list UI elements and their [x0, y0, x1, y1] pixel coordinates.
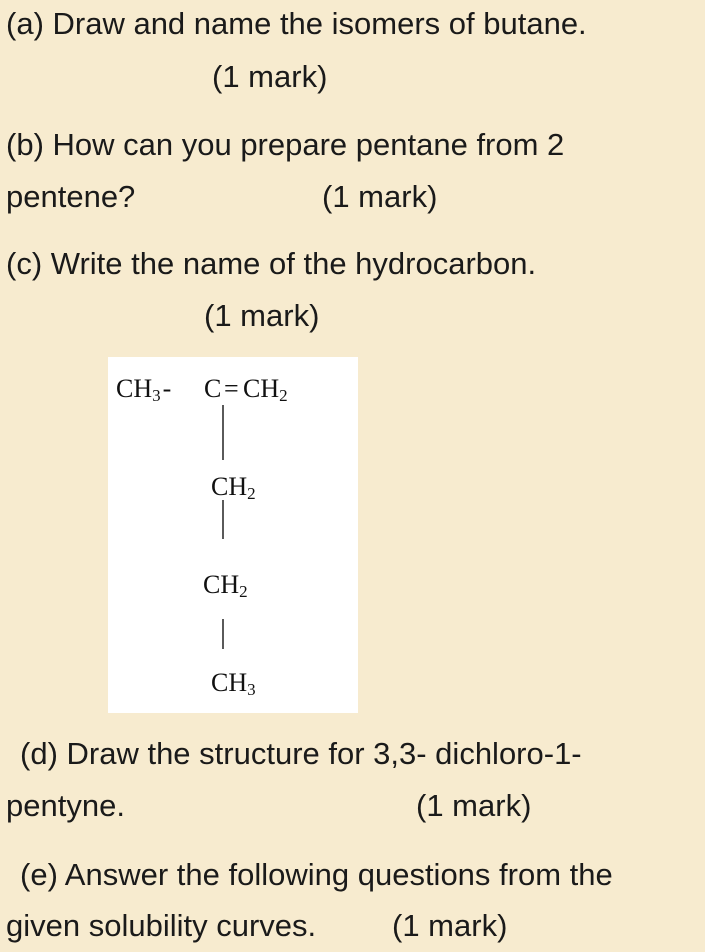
formula-ch3-top: CH3-	[116, 374, 172, 405]
question-e-mark: (1 mark)	[392, 908, 508, 943]
structural-formula	[108, 357, 358, 713]
formula-ch2-second: CH2	[203, 570, 248, 601]
formula-ch2-terminal: CH2	[243, 374, 288, 405]
question-c-mark: (1 mark)	[204, 298, 320, 333]
formula-carbon: C	[204, 374, 222, 403]
formula-ch3-bottom: CH3	[211, 668, 256, 699]
question-b-mark: (1 mark)	[322, 179, 438, 214]
question-e-line2: given solubility curves.	[6, 908, 317, 943]
question-d-line2: pentyne.	[6, 788, 125, 823]
question-e-line1: (e) Answer the following questions from the	[20, 857, 613, 892]
formula-double-bond: =	[224, 374, 239, 403]
formula-ch2-first: CH2	[211, 472, 256, 503]
question-a-mark: (1 mark)	[212, 59, 328, 94]
question-b-line2: pentene?	[6, 179, 136, 214]
question-d-mark: (1 mark)	[416, 788, 532, 823]
question-d-line1: (d) Draw the structure for 3,3- dichloro-1-	[20, 736, 582, 771]
question-c-text: (c) Write the name of the hydrocarbon.	[6, 246, 537, 281]
question-a-text: (a) Draw and name the isomers of butane.	[6, 6, 587, 41]
question-b-line1: (b) How can you prepare pentane from 2	[6, 127, 565, 162]
